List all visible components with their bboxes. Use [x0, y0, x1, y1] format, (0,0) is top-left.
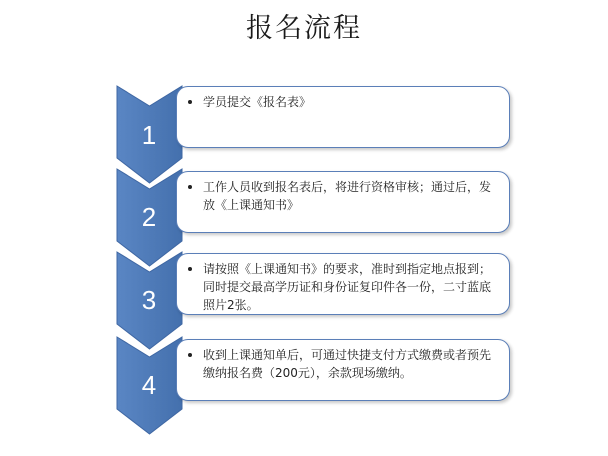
- step-3-number: 3: [141, 285, 157, 315]
- step-1-number: 1: [141, 120, 157, 150]
- step-2-number: 2: [141, 202, 157, 232]
- step-4-number: 4: [141, 370, 157, 400]
- step-1-box: [176, 86, 510, 148]
- step-4-box: [176, 339, 510, 401]
- bullet-icon: [188, 353, 192, 357]
- step-3-box: [176, 253, 510, 315]
- bullet-icon: [188, 100, 192, 104]
- step-2-text: 工作人员收到报名表后，将进行资格审核；通过后，发放《上课通知书》: [203, 178, 501, 214]
- step-4-text: 收到上课通知单后，可通过快捷支付方式缴费或者预先缴纳报名费（200元），余款现场缴纳。: [203, 346, 501, 382]
- step-3-text: 请按照《上课通知书》的要求，准时到指定地点报到；同时提交最高学历证和身份证复印件各一份，二寸蓝底照片2张。: [203, 260, 501, 314]
- step-1-text: 学员提交《报名表》: [203, 93, 501, 111]
- bullet-icon: [188, 185, 192, 189]
- step-2-box: [176, 171, 510, 233]
- bullet-icon: [188, 267, 192, 271]
- page-title: 报名流程: [246, 13, 362, 44]
